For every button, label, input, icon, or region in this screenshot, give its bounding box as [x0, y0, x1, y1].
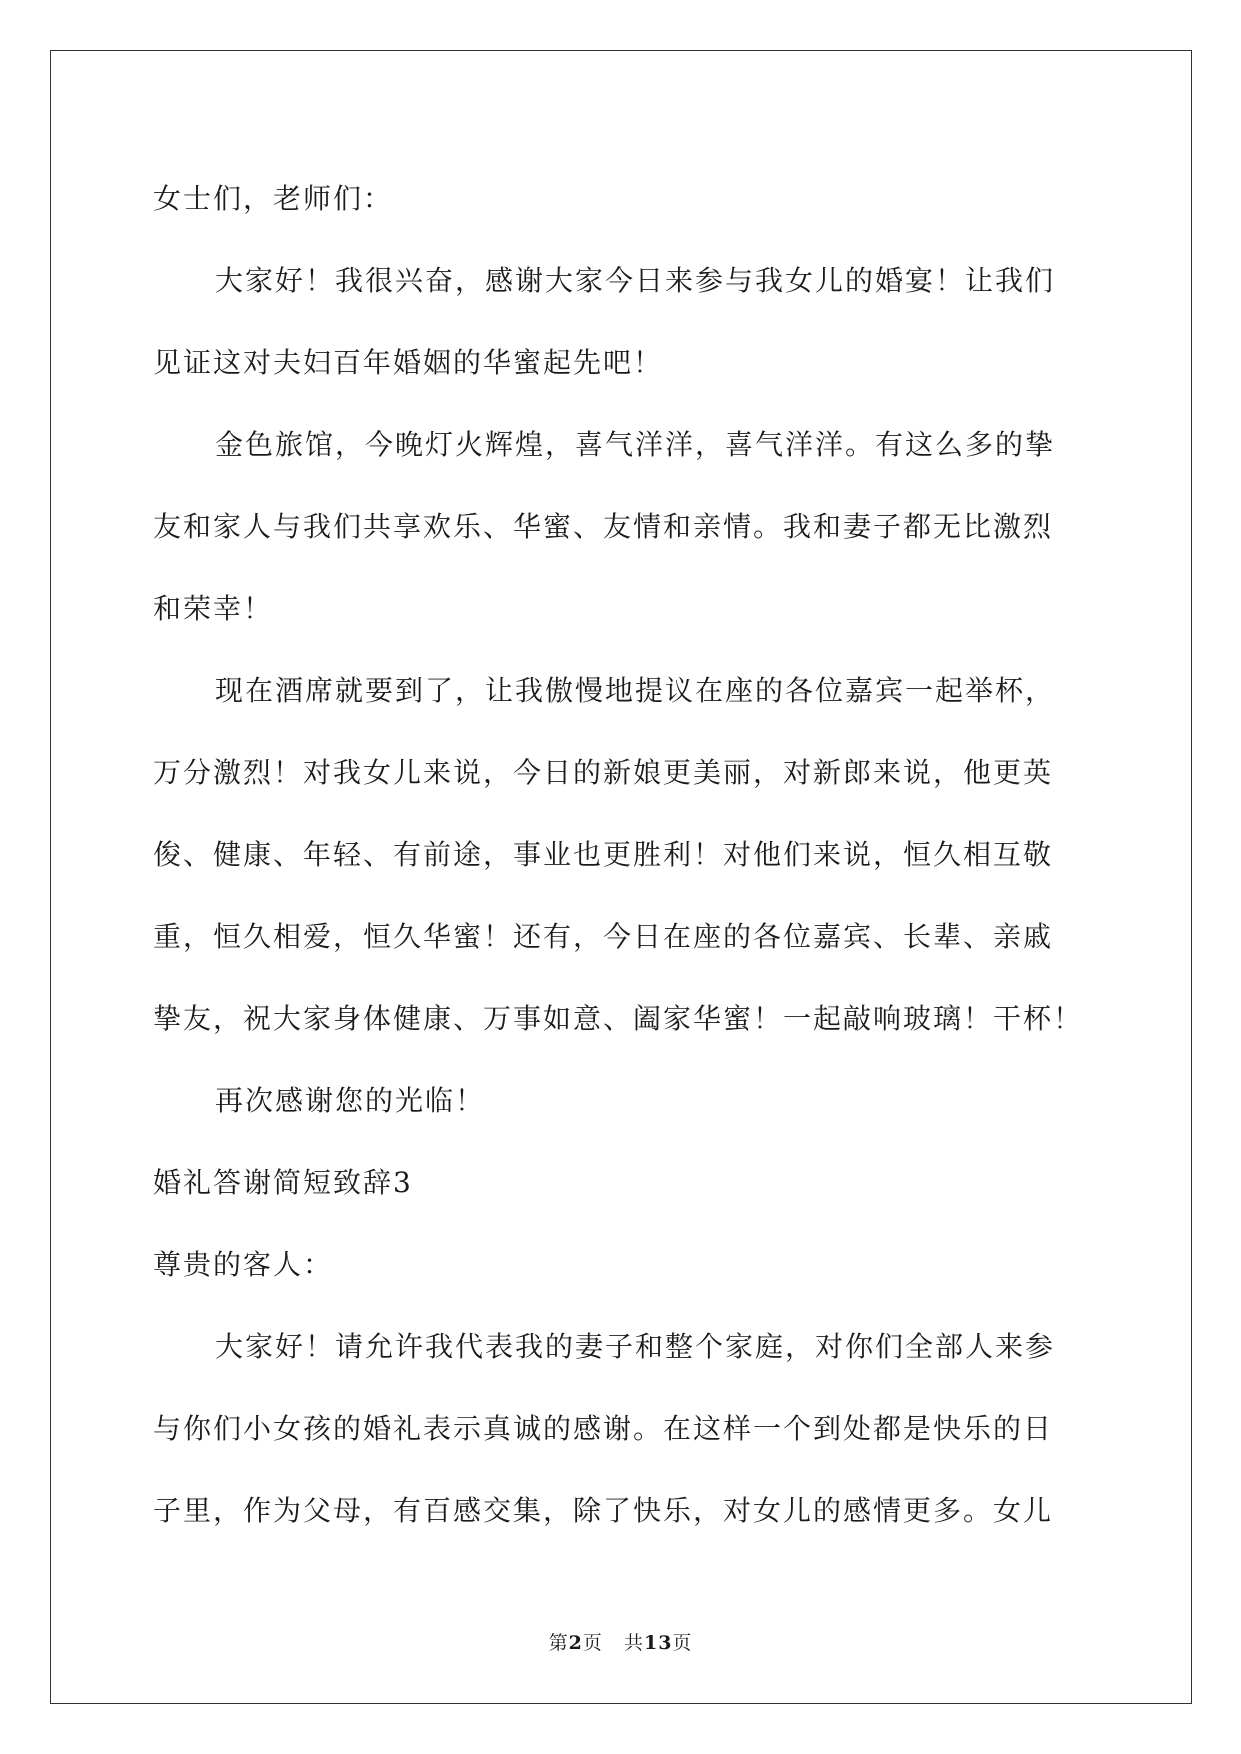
paragraph-line: 子里，作为父母，有百感交集，除了快乐，对女儿的感情更多。女儿: [153, 1494, 1054, 1527]
paragraph-line: 见证这对夫妇百年婚姻的华蜜起先吧！: [153, 346, 664, 379]
paragraph-line: 万分激烈！对我女儿来说，今日的新娘更美丽，对新郎来说，他更英: [153, 756, 1054, 789]
salutation-line: 尊贵的客人：: [153, 1248, 334, 1281]
page-suffix: 页: [582, 1632, 603, 1654]
page-number: 2: [568, 1632, 583, 1654]
total-suffix: 页: [672, 1632, 693, 1654]
paragraph-line: 与你们小女孩的婚礼表示真诚的感谢。在这样一个到处都是快乐的日: [153, 1412, 1054, 1445]
paragraph-line: 挚友，祝大家身体健康、万事如意、阖家华蜜！一起敲响玻璃！干杯！: [153, 1002, 1084, 1035]
total-pages: 13: [643, 1632, 673, 1654]
paragraph-line: 重，恒久相爱，恒久华蜜！还有，今日在座的各位嘉宾、长辈、亲戚: [153, 920, 1054, 953]
paragraph-line: 现在酒席就要到了，让我傲慢地提议在座的各位嘉宾一起举杯，: [215, 674, 1056, 707]
paragraph-line: 大家好！我很兴奋，感谢大家今日来参与我女儿的婚宴！让我们: [215, 264, 1056, 297]
paragraph-line: 和荣幸！: [153, 592, 274, 625]
paragraph-line: 友和家人与我们共享欢乐、华蜜、友情和亲情。我和妻子都无比激烈: [153, 510, 1054, 543]
section-heading: 婚礼答谢简短致辞3: [153, 1166, 413, 1199]
document-body: [153, 158, 1093, 1552]
paragraph-line: 大家好！请允许我代表我的妻子和整个家庭，对你们全部人来参: [215, 1330, 1056, 1363]
page-footer: [0, 1628, 1241, 1655]
paragraph-line: 再次感谢您的光临！: [215, 1084, 486, 1117]
salutation-line: 女士们，老师们：: [153, 182, 394, 215]
paragraph-line: 金色旅馆，今晚灯火辉煌，喜气洋洋，喜气洋洋。有这么多的挚: [215, 428, 1056, 461]
total-prefix: 共: [623, 1632, 644, 1654]
page-prefix: 第: [548, 1632, 569, 1654]
paragraph-line: 俊、健康、年轻、有前途，事业也更胜利！对他们来说，恒久相互敬: [153, 838, 1054, 871]
